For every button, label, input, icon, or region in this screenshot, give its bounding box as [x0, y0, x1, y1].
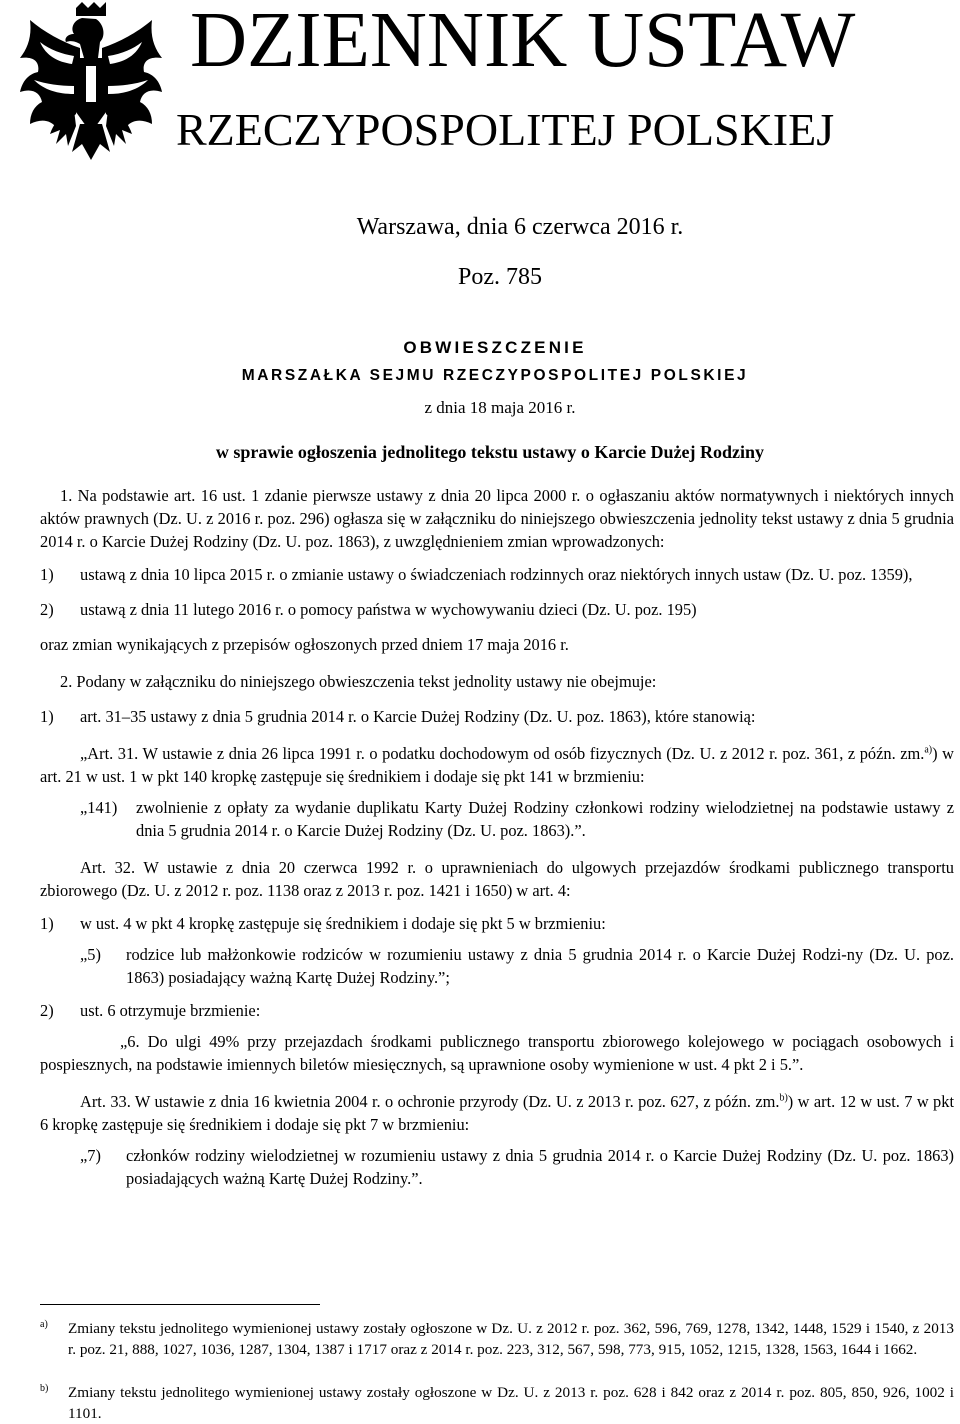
quoted-point-5 [80, 943, 954, 989]
list-number: 2) [40, 1001, 54, 1020]
article-33-text-b: ) w art. 12 w ust. 7 w pkt 6 kropkę zastępuje się średnikiem i dodaje się pkt 7 w brzmieniu: [40, 1092, 954, 1134]
footnote-mark: a) [40, 1319, 48, 1330]
quote-text: rodzice lub małżonkowie rodziców w rozumieniu ustawy z dnia 5 grudnia 2014 r. o Karcie Dużej Rodzi-ny (Dz. U. poz. 1863) posiadający ważną Kartę Dużej Rodziny.”; [126, 945, 954, 987]
masthead-subtitle: RZECZYPOSPOLITEJ POLSKIEJ [176, 104, 835, 155]
list-number: 1) [40, 914, 54, 933]
quoted-ust-6: „6. Do ulgi 49% przy przejazdach środkami publicznego transportu zbiorowego kolejowego w pociągach osobowych i pospiesznych, na podstawie imiennych biletów miesięcznych, są uprawnione osoby wymienione w ust. 4 pkt 2 i 5.”. [40, 1032, 954, 1074]
document-issuer: MARSZAŁKA SEJMU RZECZYPOSPOLITEJ POLSKIEJ [241, 367, 749, 384]
list-number: 1) [40, 707, 54, 726]
paragraph-2: 2. Podany w załączniku do niniejszego obwieszczenia tekst jednolity ustawy nie obejmuje: [60, 672, 657, 691]
quote-number: „141) [80, 798, 118, 817]
document-body [40, 484, 954, 1190]
paragraph-1-end: oraz zmian wynikających z przepisów ogłoszonych przed dniem 17 maja 2016 r. [40, 635, 569, 654]
footnote-mark: b) [40, 1383, 49, 1394]
issue-date: Warszawa, dnia 6 czerwca 2016 r. [356, 214, 684, 240]
list-number: 2) [40, 600, 54, 619]
footnote-ref-b: b) [779, 1092, 788, 1104]
list-item [40, 598, 954, 621]
quote-number: „7) [80, 1146, 101, 1165]
document-type: OBWIESZCZENIE [403, 338, 587, 357]
document-subject: w sprawie ogłoszenia jednolitego tekstu ustawy o Karcie Dużej Rodziny [215, 442, 765, 462]
document-date: z dnia 18 maja 2016 r. [424, 398, 576, 417]
footnote-ref-a: a) [924, 744, 933, 756]
paragraph-1: 1. Na podstawie art. 16 ust. 1 zdanie pierwsze ustawy z dnia 20 lipca 2000 r. o ogłaszaniu aktów normatywnych i niektórych innych aktów prawnych (Dz. U. z 2016 r. poz. 296) ogłasza się w załączniku do niniejszego obwieszczenia jednolity tekst ustawy z dnia 5 grudnia 2014 r. o Karcie Dużej Rodziny (Dz. U. poz. 1863), z uwzględnieniem zmian wprowadzonych: [40, 486, 954, 551]
list-text: ustawą z dnia 10 lipca 2015 r. o zmianie ustawy o świadczeniach rodzinnych oraz niektórych innych ustaw (Dz. U. poz. 1359), [80, 565, 913, 584]
quoted-point-7 [80, 1144, 954, 1190]
masthead-title: DZIENNIK USTAW [190, 0, 856, 84]
quoted-point-141 [80, 796, 954, 842]
article-33 [40, 1090, 954, 1136]
position-number: Poz. 785 [458, 264, 542, 290]
list-text: ustawą z dnia 11 lutego 2016 r. o pomocy państwa w wychowywaniu dzieci (Dz. U. poz. 195) [80, 600, 697, 619]
quote-text: zwolnienie z opłaty za wydanie duplikatu Karty Dużej Rodziny członkowi rodziny wielodzietnej na podstawie ustawy z dnia 5 grudnia 2014 r. o Karcie Dużej Rodziny (Dz. U. poz. 1863).”. [136, 798, 954, 840]
article-32: Art. 32. W ustawie z dnia 20 czerwca 1992 r. o uprawnieniach do ulgowych przejazdów środkami publicznego transportu zbiorowego (Dz. U. z 2012 r. poz. 1138 oraz z 2013 r. poz. 1421 i 1650) w art. 4: [40, 858, 954, 900]
list-text: ust. 6 otrzymuje brzmienie: [80, 1001, 261, 1020]
footnote-text: Zmiany tekstu jednolitego wymienionej ustawy zostały ogłoszone w Dz. U. z 2012 r. poz. 362, 596, 769, 1278, 1342, 1448, 1529 i 1540, z 2013 r. poz. 21, 888, 1027, 1036, 1287, 1304, 1387 i 1717 oraz z 2014 r. poz. 223, 312, 567, 598, 773, 915, 1052, 1215, 1328, 1563, 1644 i 1662. [68, 1320, 954, 1358]
article-33-text-a: Art. 33. W ustawie z dnia 16 kwietnia 2004 r. o ochronie przyrody (Dz. U. z 2013 r. poz. 627, z późn. zm. [80, 1092, 780, 1111]
list-number: 1) [40, 565, 54, 584]
polish-eagle-emblem-icon [10, 2, 172, 162]
footnote-b [40, 1382, 954, 1424]
list-item [40, 563, 954, 586]
article-31 [40, 742, 954, 788]
footnote-text: Zmiany tekstu jednolitego wymienionej ustawy zostały ogłoszone w Dz. U. z 2013 r. poz. 628 i 842 oraz z 2014 r. poz. 805, 850, 926, 1002 i 1101. [68, 1384, 954, 1422]
article-31-text-a: „Art. 31. W ustawie z dnia 26 lipca 1991 r. o podatku dochodowym od osób fizycznych (Dz. U. z 2012 r. poz. 361, z późn. zm. [80, 744, 925, 763]
quote-text: członków rodziny wielodzietnej w rozumieniu ustawy z dnia 5 grudnia 2014 r. o Karcie Dużej Rodziny (Dz. U. poz. 1863) posiadających ważną Kartę Dużej Rodziny.”. [126, 1146, 954, 1188]
article-31-text-b: ) w art. 21 w ust. 1 w pkt 140 kropkę zastępuje się średnikiem i dodaje się pkt 141 w brzmieniu: [40, 744, 954, 786]
footnote-a [40, 1318, 954, 1360]
footnote-divider [40, 1304, 320, 1305]
list-text: w ust. 4 w pkt 4 kropkę zastępuje się średnikiem i dodaje się pkt 5 w brzmieniu: [80, 914, 606, 933]
list-item [40, 912, 954, 935]
list-item [40, 999, 954, 1022]
list-item [40, 705, 954, 728]
quote-number: „5) [80, 945, 101, 964]
list-text: art. 31–35 ustawy z dnia 5 grudnia 2014 r. o Karcie Dużej Rodziny (Dz. U. poz. 1863), które stanowią: [80, 707, 756, 726]
